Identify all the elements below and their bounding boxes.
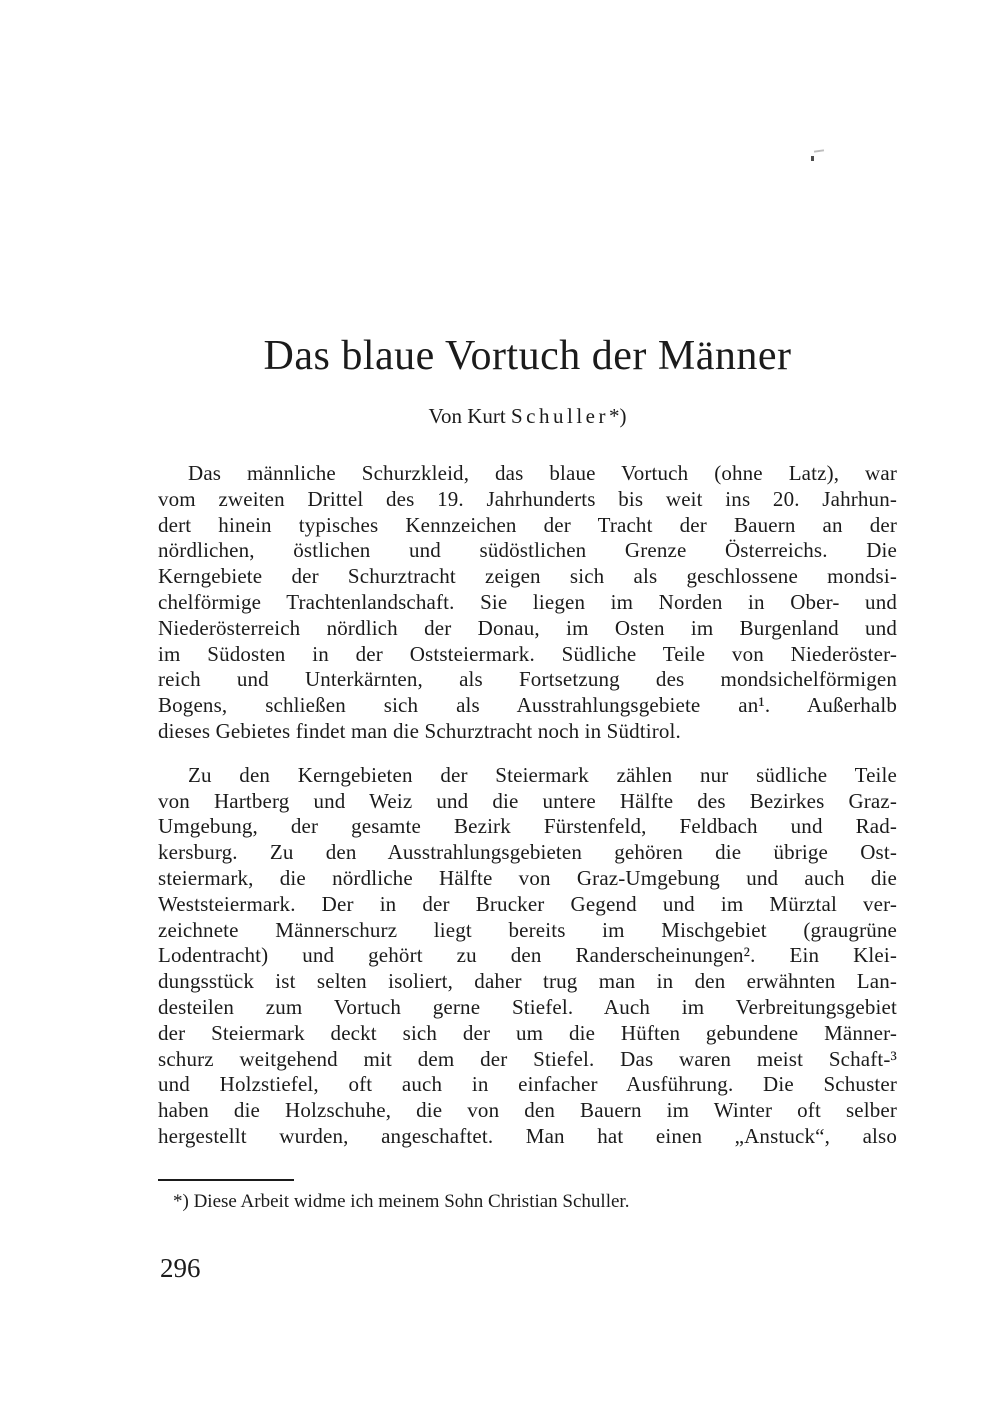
text-line: kersburg. Zu den Ausstrahlungsgebieten gehören die übrige Ost- [158, 840, 897, 865]
text-line: chelförmige Trachtenlandschaft. Sie liegen im Norden in Ober- und [158, 589, 897, 614]
text-line: dungsstück ist selten isoliert, daher trug man in den erwähnten Lan- [158, 969, 897, 994]
byline-prefix: Von Kurt [428, 404, 511, 428]
text-line: steiermark, die nördliche Hälfte von Graz-Umgebung und auch die [158, 865, 897, 890]
text-line: im Südosten in der Oststeiermark. Südliche Teile von Niederöster- [158, 641, 897, 666]
text-line: Weststeiermark. Der in der Brucker Gegend und im Mürztal ver- [158, 891, 897, 916]
text-line: nördlichen, östlichen und südöstlichen Grenze Österreichs. Die [158, 538, 897, 563]
text-line: von Hartberg und Weiz und die untere Hälfte des Bezirkes Graz- [158, 788, 897, 813]
text-line: der Steiermark deckt sich der um die Hüften gebundene Männer- [158, 1020, 897, 1045]
body-text [158, 461, 897, 1150]
byline-footnote-marker: *) [608, 404, 627, 428]
text-line: reich und Unterkärnten, als Fortsetzung des mondsichelförmigen [158, 667, 897, 692]
text-line: hergestellt wurden, angeschaftet. Man hat einen „Anstuck“, also [158, 1123, 897, 1148]
paragraph [158, 763, 897, 1150]
text-line: Lodentracht) und gehört zu den Randerscheinungen². Ein Klei- [158, 943, 897, 968]
text-line: Niederösterreich nördlich der Donau, im Osten im Burgenland und [158, 615, 897, 640]
footnote-rule [158, 1179, 294, 1181]
text-line: schurz weitgehend mit dem der Stiefel. Das waren meist Schaft-³ [158, 1046, 897, 1071]
text-line: Das männliche Schurzkleid, das blaue Vortuch (ohne Latz), war [188, 461, 897, 485]
byline-author-name: Schuller [510, 404, 609, 428]
text-line: vom zweiten Drittel des 19. Jahrhunderts bis weit ins 20. Jahrhun- [158, 486, 897, 511]
article-title: Das blaue Vortuch der Männer [263, 333, 792, 379]
text-line: und Holzstiefel, oft auch in einfacher Ausführung. Die Schuster [158, 1072, 897, 1097]
text-line: haben die Holzschuhe, die von den Bauern im Winter oft selber [158, 1098, 897, 1123]
text-line: Umgebung, der gesamte Bezirk Fürstenfeld, Feldbach und Rad- [158, 814, 897, 839]
text-line: Bogens, schließen sich als Ausstrahlungsgebiete an¹. Außerhalb [158, 693, 897, 718]
paragraph [158, 461, 897, 745]
text-line: dert hinein typisches Kennzeichen der Tracht der Bauern an der [158, 512, 897, 537]
scan-artifact-mark [811, 149, 827, 163]
text-line: desteilen zum Vortuch gerne Stiefel. Auch im Verbreitungsgebiet [158, 994, 897, 1019]
text-line: Kerngebiete der Schurztracht zeigen sich als geschlossene mondsi- [158, 564, 897, 589]
text-line: Zu den Kerngebieten der Steiermark zählen nur südliche Teile [188, 762, 897, 787]
page-number: 296 [160, 1253, 201, 1283]
footnote: *) Diese Arbeit widme ich meinem Sohn Christian Schuller. [173, 1191, 630, 1212]
article-byline [158, 403, 897, 429]
text-line: dieses Gebietes findet man die Schurztracht noch in Südtirol. [158, 718, 681, 743]
text-line: zeichnete Männerschurz liegt bereits im Mischgebiet (graugrüne [158, 917, 897, 942]
